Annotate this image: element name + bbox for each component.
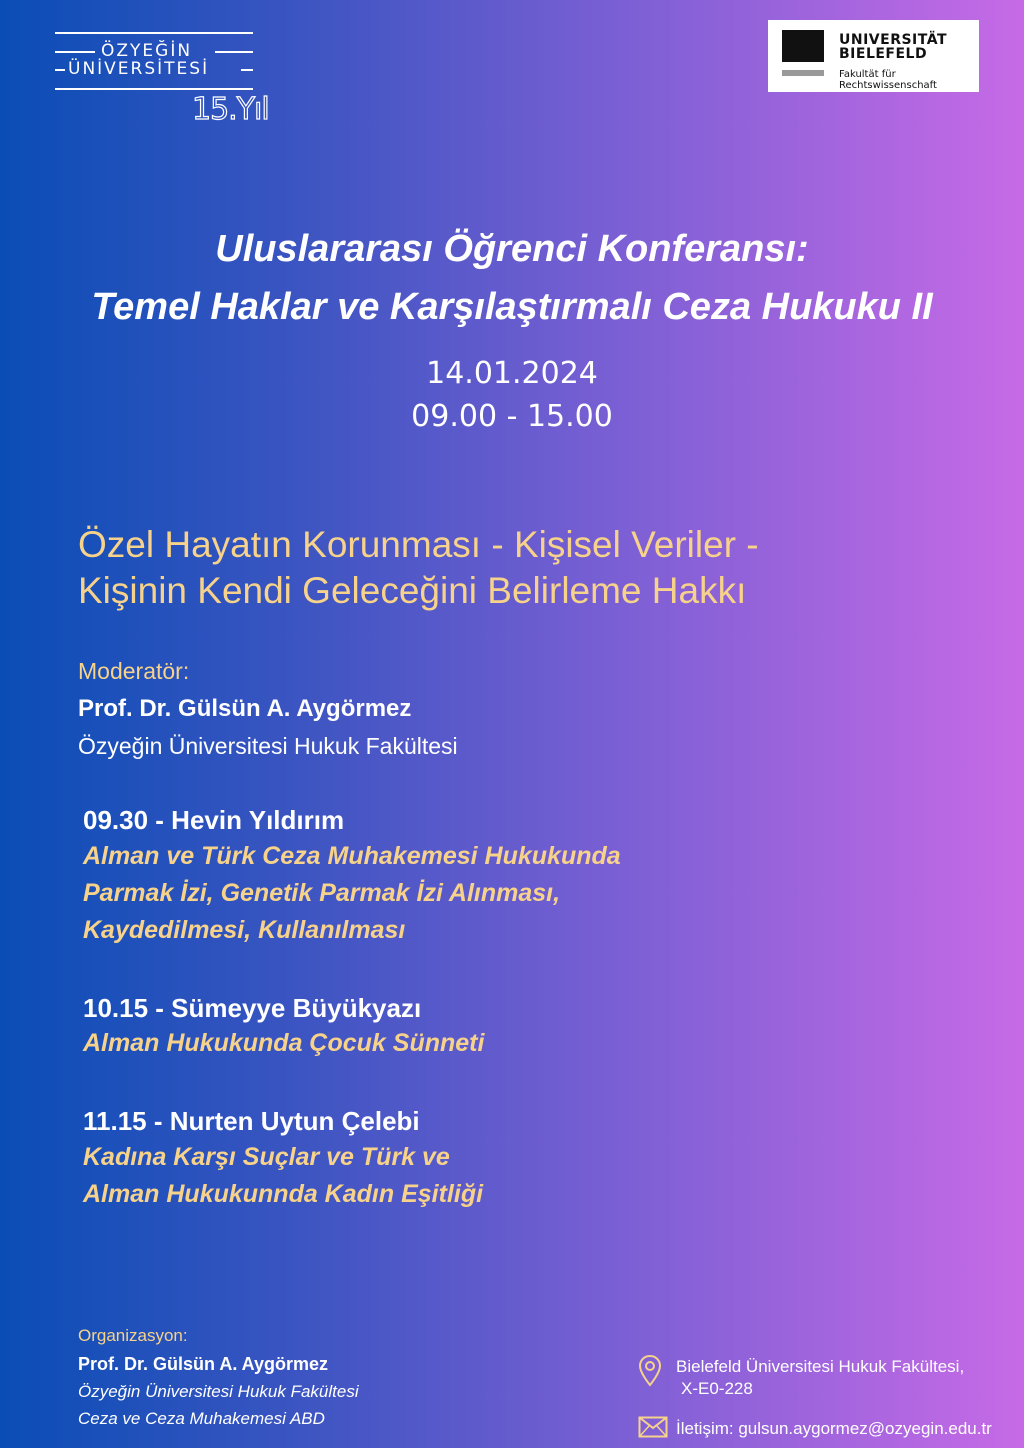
logo-rule xyxy=(55,69,65,71)
talk-1-title-line1: Alman ve Türk Ceza Muhakemesi Hukukunda xyxy=(83,842,621,870)
talk-2-header: 10.15 - Sümeyye Büyükyazı xyxy=(83,993,422,1023)
bielefeld-block-icon xyxy=(782,30,824,62)
talk-2-title-line1: Alman Hukukunda Çocuk Sünneti xyxy=(83,1029,485,1057)
talk-1-header: 09.30 - Hevin Yıldırım xyxy=(83,805,345,835)
ozyegin-logo xyxy=(55,32,295,132)
ozyegin-wordmark-line1: ÖZYEĞİN xyxy=(101,41,193,61)
anniversary-mark: 15.Yıl xyxy=(192,92,269,127)
bielefeld-faculty: Fakultät für Rechtswissenschaft xyxy=(839,69,937,91)
conference-title-line2: Temel Haklar ve Karşılaştırmalı Ceza Hukuku II xyxy=(91,286,933,328)
logo-rule xyxy=(55,51,95,53)
moderator-institution: Özyeğin Üniversitesi Hukuk Fakültesi xyxy=(78,733,458,759)
organization-line2: Ceza ve Ceza Muhakemesi ABD xyxy=(78,1409,325,1428)
conference-date: 14.01.2024 xyxy=(426,356,598,391)
map-pin-icon xyxy=(638,1354,662,1388)
organization-label: Organizasyon: xyxy=(78,1326,188,1345)
moderator-name: Prof. Dr. Gülsün A. Aygörmez xyxy=(78,695,412,722)
talk-1-title-line2: Parmak İzi, Genetik Parmak İzi Alınması, xyxy=(83,879,561,907)
topic-line1: Özel Hayatın Korunması - Kişisel Veriler - xyxy=(78,524,759,565)
bielefeld-name: UNIVERSITÄT BIELEFELD xyxy=(839,32,948,62)
location-line1: Bielefeld Üniversitesi Hukuk Fakültesi, xyxy=(676,1357,965,1376)
ozyegin-wordmark-line2: ÜNİVERSİTESİ xyxy=(68,59,210,79)
conference-title-line1: Uluslararası Öğrenci Konferansı: xyxy=(215,228,809,270)
organization-line1: Özyeğin Üniversitesi Hukuk Fakültesi xyxy=(78,1382,359,1401)
talk-1-title-line3: Kaydedilmesi, Kullanılması xyxy=(83,916,406,944)
envelope-icon xyxy=(638,1416,668,1438)
bielefeld-bar-icon xyxy=(782,70,824,76)
moderator-label: Moderatör: xyxy=(78,658,190,684)
contact-email[interactable]: İletişim: gulsun.aygormez@ozyegin.edu.tr xyxy=(676,1419,992,1438)
logo-rule xyxy=(241,69,253,71)
location-line2: X-E0-228 xyxy=(681,1379,753,1398)
conference-time: 09.00 - 15.00 xyxy=(411,399,613,434)
talk-3-title-line2: Alman Hukukunnda Kadın Eşitliği xyxy=(83,1180,484,1208)
talk-3-title-line1: Kadına Karşı Suçlar ve Türk ve xyxy=(83,1143,450,1171)
topic-line2: Kişinin Kendi Geleceğini Belirleme Hakkı xyxy=(78,570,747,611)
logo-rule xyxy=(215,51,253,53)
bielefeld-logo xyxy=(768,20,979,92)
talk-3-header: 11.15 - Nurten Uytun Çelebi xyxy=(83,1106,420,1136)
logo-rule xyxy=(55,32,253,34)
logo-rule xyxy=(55,88,253,90)
organization-name: Prof. Dr. Gülsün A. Aygörmez xyxy=(78,1354,329,1374)
